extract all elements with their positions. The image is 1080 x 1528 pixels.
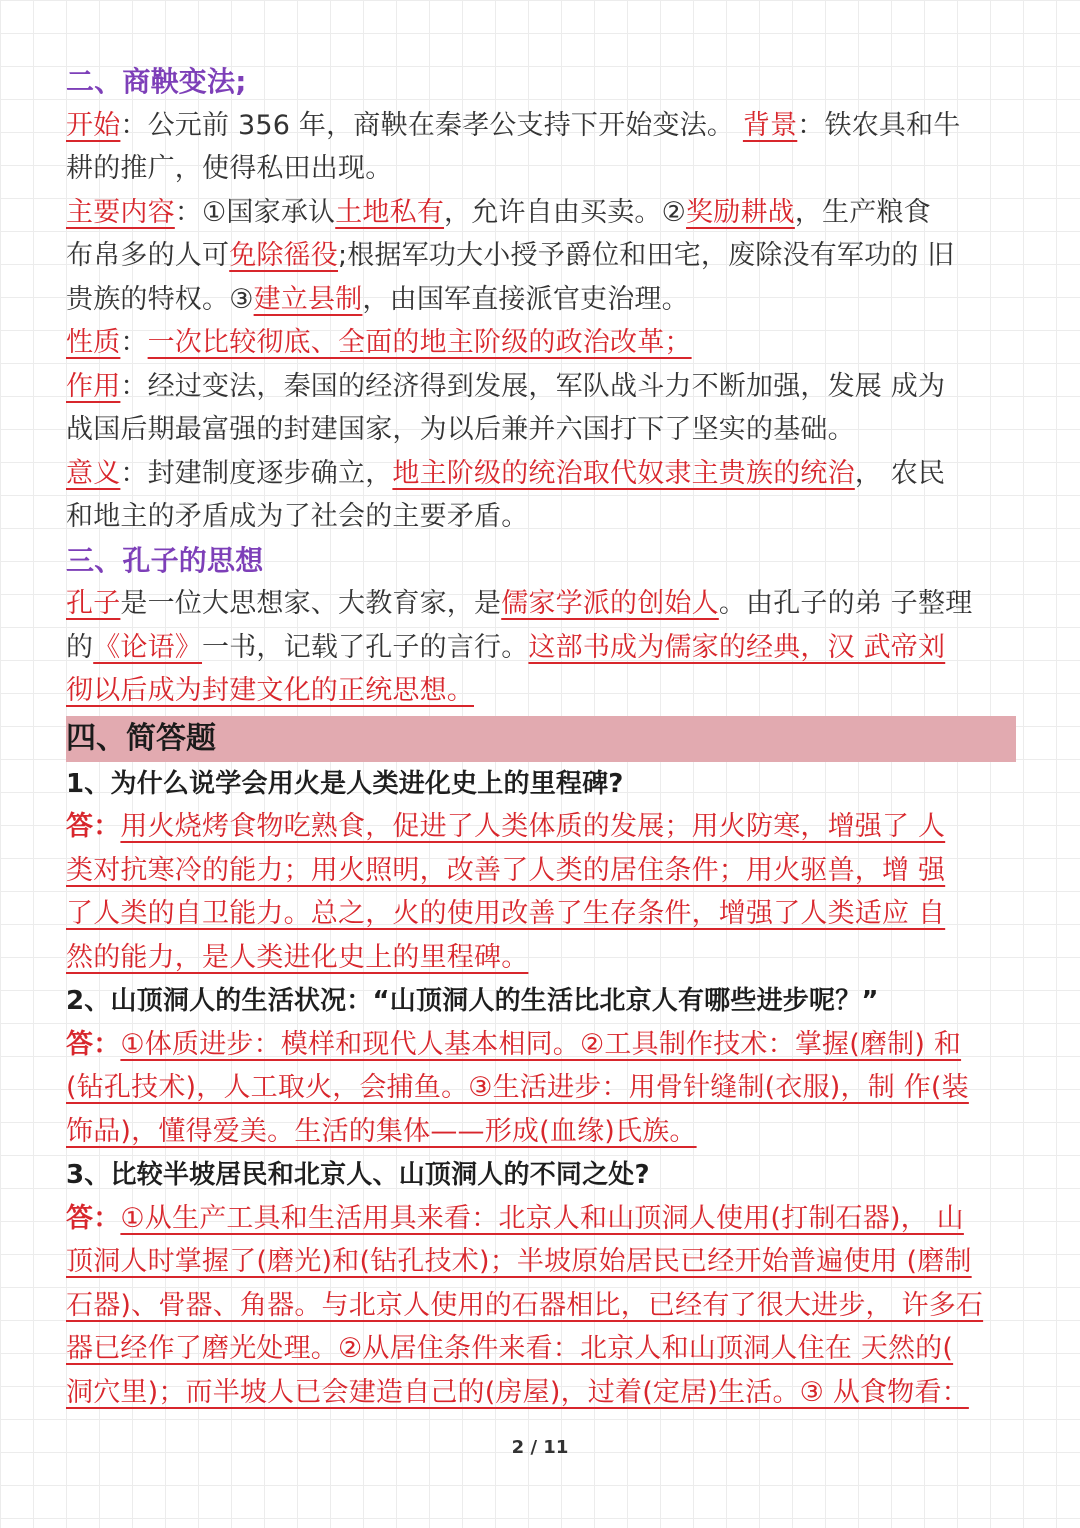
text: ，生产粮食 (794, 196, 931, 228)
keyword-start: 开始 (66, 109, 121, 141)
text: ，允许自由买卖。② (444, 196, 687, 228)
answer-text: ①体质进步：模样和现代人基本相同。②工具制作技术：掌握(磨制) 和 (120, 1028, 962, 1060)
question-3 (66, 1153, 1016, 1197)
text: 的 (66, 631, 94, 663)
question-text: 2、山顶洞人的生活状况：“山顶洞人的生活比北京人有哪些进步呢？” (66, 986, 879, 1016)
keyword-nature: 性质 (66, 327, 121, 358)
paragraph-line (66, 626, 1016, 670)
text: 和地主的矛盾成为了社会的主要矛盾。 (66, 501, 529, 532)
keyword-main-content: 主要内容 (66, 196, 175, 228)
answer-line (66, 805, 1016, 849)
answer-text: 然的能力，是人类进化史上的里程碑。 (66, 941, 529, 973)
answer-text: 了人类的自卫能力。总之，火的使用改善了生存条件，增强了人类适应 自 (66, 898, 946, 929)
answer-text: 器已经作了磨光处理。②从居住条件来看：北京人和山顶洞人住在 天然的( (66, 1333, 954, 1364)
highlight-county: 建立县制 (253, 283, 363, 315)
keyword-confucius: 孔子 (66, 588, 121, 619)
section-heading-text: 四、简答题 (66, 720, 216, 756)
question-text: 1、为什么说学会用火是人类进化史上的里程碑? (66, 768, 624, 799)
text: ：①国家承认 (174, 196, 336, 228)
highlight-analects: 《论语》 (93, 631, 203, 663)
answer-text: 洞穴里)；而半坡人已会建造自己的(房屋)，过着(定居)生活。③ 从食物看： (66, 1376, 969, 1408)
text: ：封建制度逐步确立， (120, 457, 393, 489)
text: ，由国军直接派官吏治理。 (362, 283, 689, 315)
paragraph-line (66, 104, 1016, 148)
text: 。由孔子的弟 子整理 (718, 588, 973, 619)
question-1 (66, 762, 1016, 806)
answer-line (66, 1197, 1016, 1241)
section-heading-shang-yang (66, 60, 1016, 104)
answer-line (66, 1110, 1016, 1154)
paragraph-line (66, 234, 1016, 278)
section-heading-text: 二、商鞅变法; (66, 65, 247, 98)
page-number: 2 / 11 (511, 1437, 569, 1458)
answer-label: 答： (66, 1028, 121, 1060)
paragraph-line (66, 669, 1016, 713)
highlight-land-private: 土地私有 (335, 196, 445, 228)
answer-text: 顶洞人时掌握了(磨光)和(钻孔技术)；半坡原始居民已经开始普遍使用 (磨制 (66, 1246, 972, 1277)
answer-text: 石器)、骨器、角器。与北京人使用的石器相比，已经有了很大进步， 许多石 (66, 1289, 984, 1321)
answer-line (66, 1371, 1016, 1415)
text: 战国后期最富强的封建国家，为以后兼并六国打下了坚实的基础。 (66, 414, 855, 445)
answer-line (66, 1066, 1016, 1110)
answer-line (66, 849, 1016, 893)
answer-line (66, 892, 1016, 936)
paragraph-line (66, 191, 1016, 235)
question-text: 3、比较半坡居民和北京人、山顶洞人的不同之处? (66, 1160, 650, 1190)
highlight-exempt: 免除徭役 (229, 240, 339, 271)
paragraph-line (66, 278, 1016, 322)
section-heading-text: 三、孔子的思想 (66, 543, 264, 577)
text: 是一位大思想家、大教育家，是 (120, 588, 502, 619)
highlight-classic: 这部书成为儒家的经典，汉 武帝刘 (528, 631, 946, 663)
text: ;根据军功大小授予爵位和田宅，废除没有军功的 旧 (338, 240, 955, 271)
paragraph-line (66, 147, 1016, 191)
answer-line (66, 936, 1016, 980)
text: ：公元前 356 年，商鞅在秦孝公支持下开始变法。 (120, 109, 743, 141)
answer-text: 饰品)，懂得爱美。生活的集体——形成(血缘)氏族。 (66, 1115, 697, 1147)
text: 耕的推广，使得私田出现。 (66, 153, 393, 184)
keyword-significance: 意义 (66, 457, 121, 489)
text: 贵族的特权。③ (66, 283, 254, 315)
text: ：经过变法，秦国的经济得到发展，军队战斗力不断加强，发展 成为 (120, 370, 946, 402)
paragraph-line (66, 408, 1016, 452)
highlight-reform: 一次比较彻底、全面的地主阶级的政治改革； (147, 327, 692, 358)
answer-label: 答： (66, 811, 121, 842)
text: ： (120, 327, 148, 358)
paragraph-line (66, 582, 1016, 626)
answer-text: (钻孔技术)，人工取火，会捕鱼。③生活进步：用骨针缝制(衣服)，制 作(装 (66, 1072, 969, 1103)
answer-label: 答： (66, 1202, 121, 1234)
text: ：铁农具和牛 (797, 109, 961, 141)
section-heading-short-answer (66, 716, 1016, 762)
document-page (66, 60, 1016, 1414)
highlight-reward: 奖励耕战 (686, 196, 795, 228)
answer-line (66, 1240, 1016, 1284)
keyword-background: 背景 (742, 109, 798, 141)
paragraph-line (66, 452, 1016, 496)
section-heading-confucius (66, 539, 1016, 583)
answer-text: ①从生产工具和生活用具来看：北京人和山顶洞人使用(打制石器)， 山 (120, 1202, 964, 1234)
question-2 (66, 979, 1016, 1023)
answer-line (66, 1023, 1016, 1067)
highlight-landlord-rule: 地主阶级的统治取代奴隶主贵族的统治 (392, 457, 855, 489)
paragraph-line (66, 321, 1016, 365)
highlight-orthodox: 彻以后成为封建文化的正统思想。 (66, 675, 474, 706)
keyword-effect: 作用 (66, 370, 121, 402)
paragraph-line (66, 365, 1016, 409)
answer-text: 用火烧烤食物吃熟食，促进了人类体质的发展；用火防寒，增强了 人 (120, 811, 946, 842)
answer-line (66, 1284, 1016, 1328)
answer-line (66, 1327, 1016, 1371)
text: ， 农民 (854, 457, 946, 489)
paragraph-line (66, 495, 1016, 539)
text: 一书，记载了孔子的言行。 (202, 631, 529, 663)
text: 布帛多的人可 (66, 240, 230, 271)
answer-text: 类对抗寒冷的能力；用火照明，改善了人类的居住条件；用火驱兽，增 强 (66, 854, 946, 886)
highlight-founder: 儒家学派的创始人 (501, 588, 719, 619)
